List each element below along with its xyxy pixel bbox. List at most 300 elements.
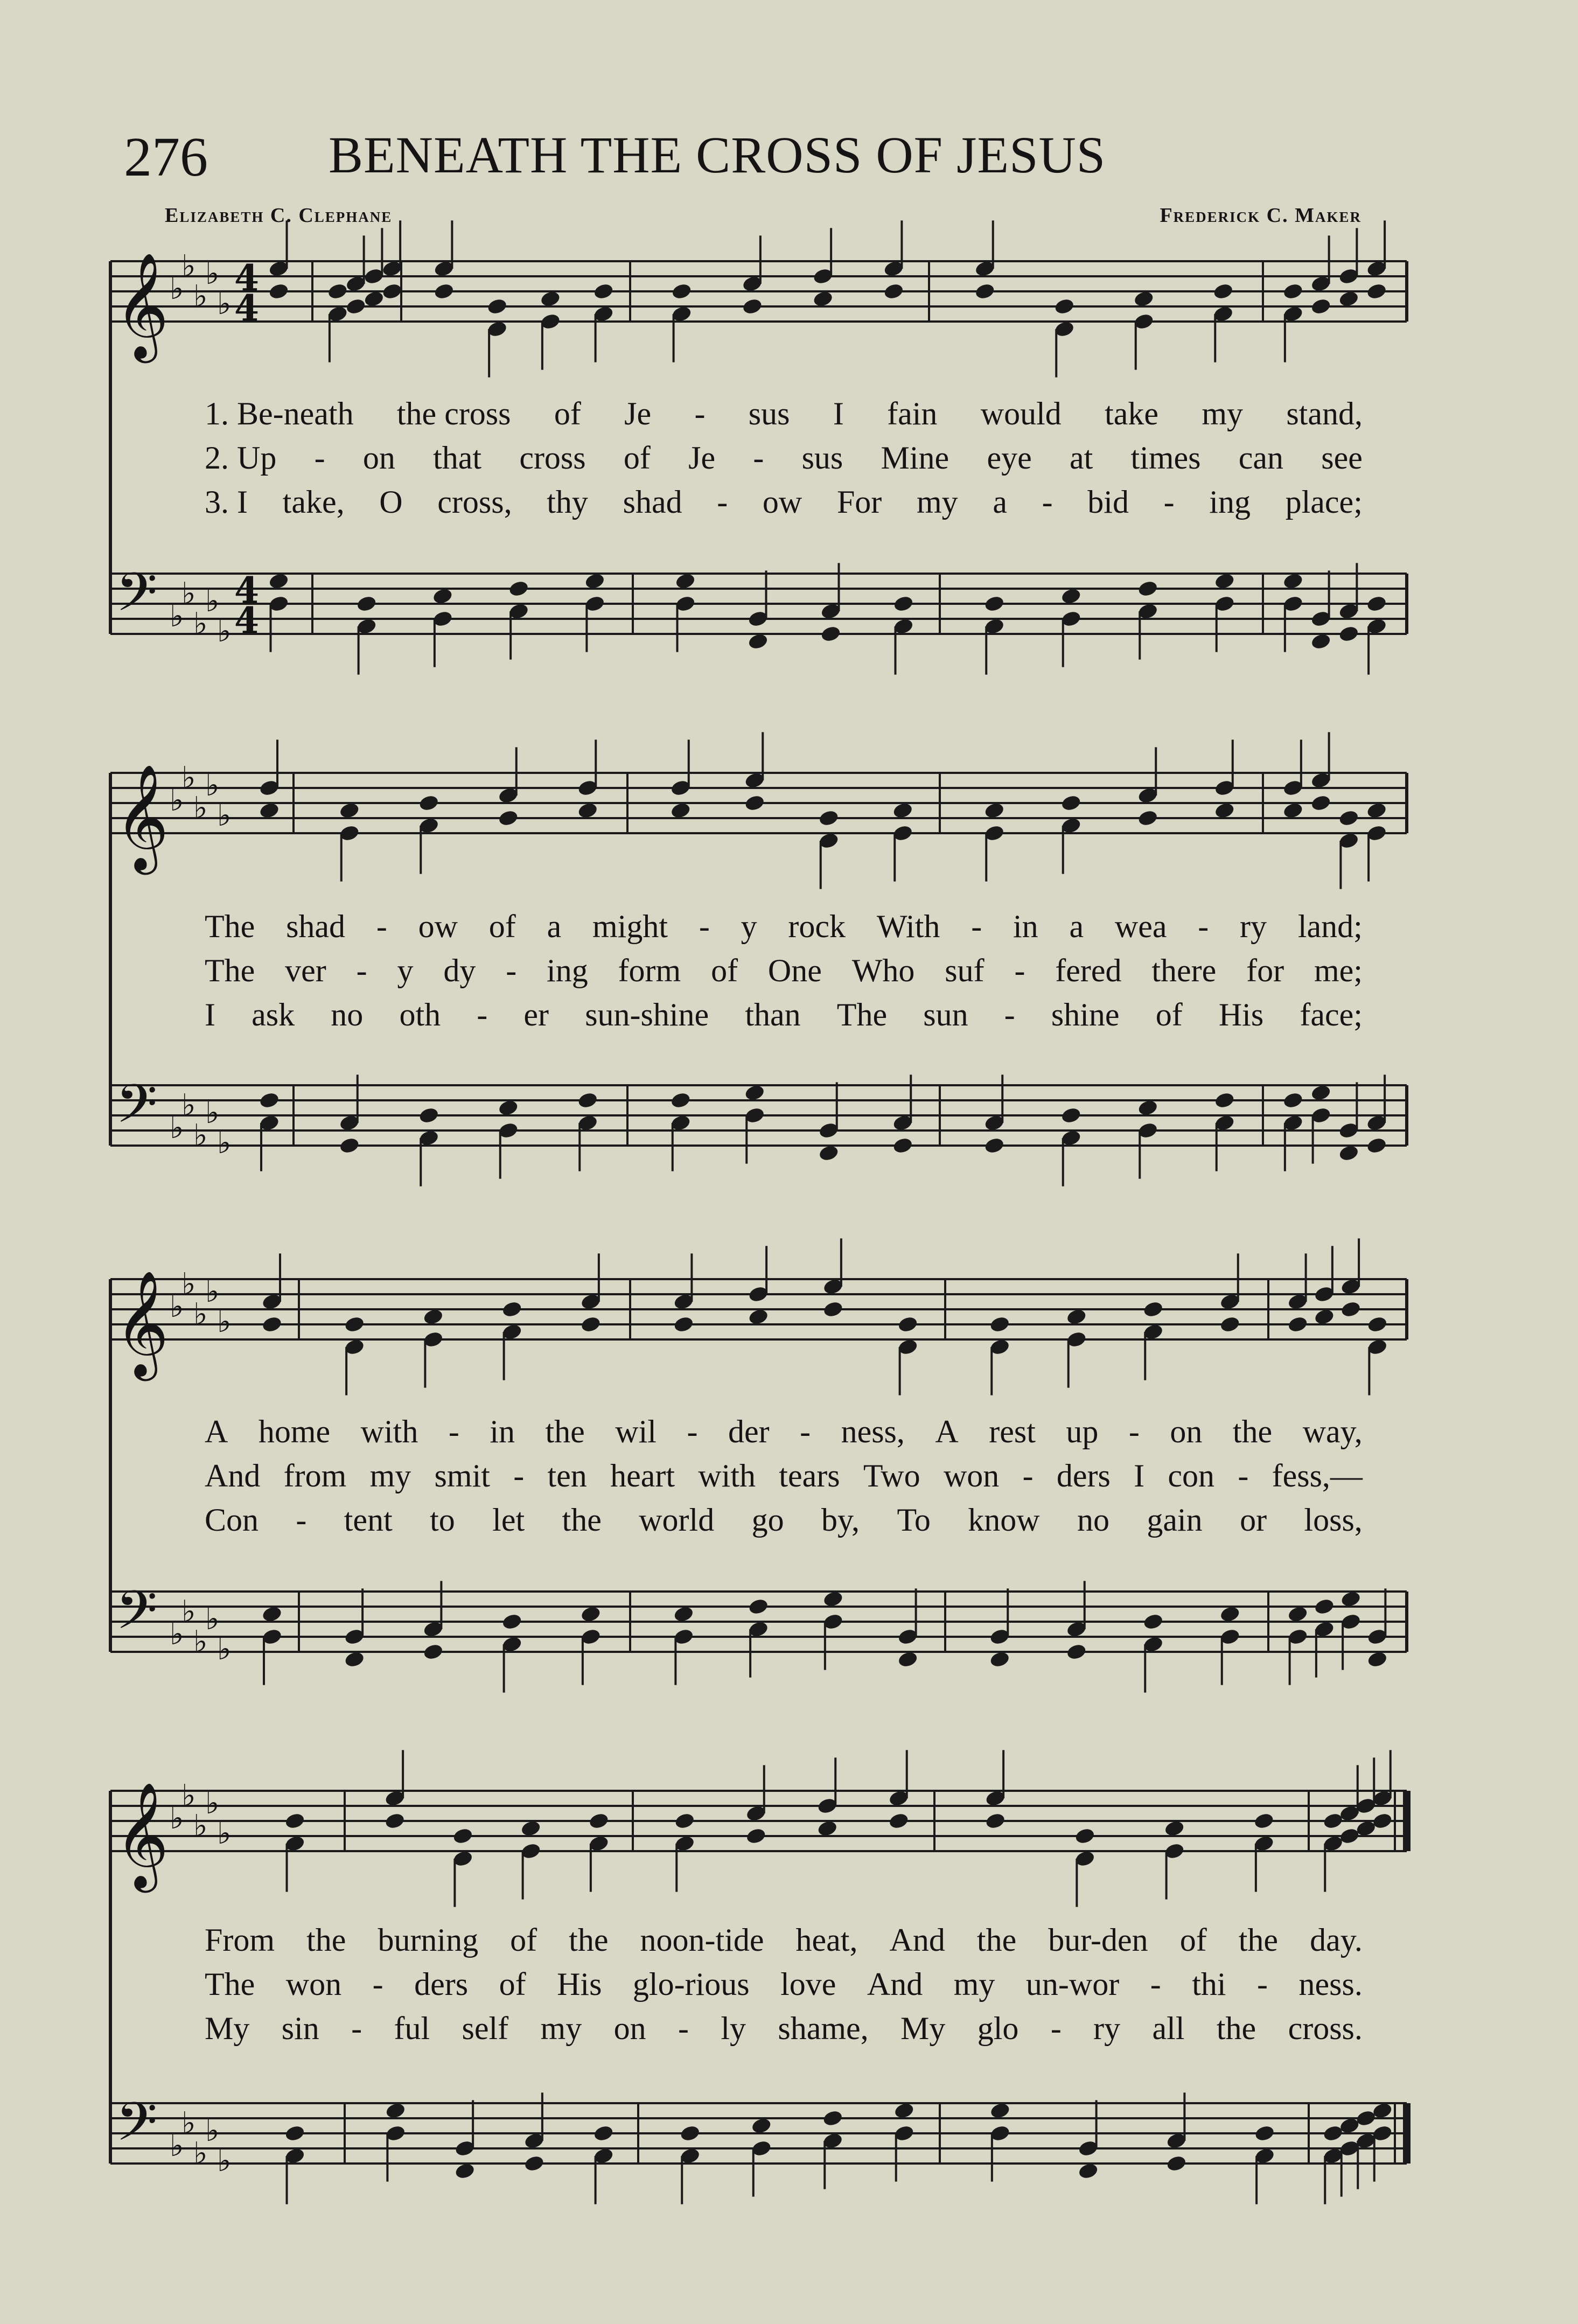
key-flat: ♭ xyxy=(170,2128,184,2164)
lyric-syllable: there xyxy=(1151,953,1217,988)
key-flat: ♭ xyxy=(217,1816,232,1851)
lyric-syllable: Who xyxy=(851,953,915,988)
lyric-syllable: ders xyxy=(414,1966,469,2002)
note-head xyxy=(1165,2154,1187,2173)
note-head xyxy=(284,1812,305,1830)
note-head xyxy=(812,290,834,308)
note-head xyxy=(327,282,348,301)
lyric-syllable: bid xyxy=(1087,484,1129,520)
note-head xyxy=(520,1819,542,1838)
key-flat: ♭ xyxy=(170,271,184,306)
note-head xyxy=(1053,297,1075,316)
lyric-syllable: ry xyxy=(1240,909,1267,944)
hymn-title: BENEATH THE CROSS OF JESUS xyxy=(329,126,1106,184)
key-flat: ♭ xyxy=(205,768,220,803)
lyric-syllable: - xyxy=(678,2011,689,2046)
lyric-syllable: - xyxy=(694,396,706,431)
lyric-syllable: up xyxy=(1066,1414,1099,1449)
note-head xyxy=(1060,1106,1082,1125)
lyric-syllable: cross. xyxy=(1288,2011,1363,2046)
lyric-syllable: From xyxy=(205,1922,275,1958)
note-head xyxy=(748,1597,769,1616)
lyric-syllable: in xyxy=(1013,909,1038,944)
lyric-syllable: heat, xyxy=(795,1922,858,1958)
note-head xyxy=(1164,1819,1185,1838)
note-head xyxy=(670,801,692,820)
lyric-syllable: 3. I xyxy=(205,484,248,520)
key-flat: ♭ xyxy=(181,1594,196,1629)
lyric-syllable: shame, xyxy=(778,2011,869,2046)
lyric-syllable: - xyxy=(1128,1414,1140,1449)
lyric-syllable: noon-tide xyxy=(640,1922,764,1958)
note-head xyxy=(593,282,615,301)
note-head xyxy=(261,1605,283,1623)
lyric-syllable: To xyxy=(897,1502,931,1538)
note-head xyxy=(345,297,367,316)
lyric-syllable: of xyxy=(1179,1922,1207,1958)
note-head xyxy=(674,572,696,590)
key-flat: ♭ xyxy=(181,249,196,284)
lyric-syllable: bur-den xyxy=(1048,1922,1148,1958)
note-head xyxy=(892,1136,913,1155)
key-flat: ♭ xyxy=(217,287,232,322)
note-head xyxy=(1287,1315,1309,1334)
lyric-syllable: heart xyxy=(610,1458,675,1493)
lyric-syllable: - xyxy=(506,953,517,988)
note-head xyxy=(1366,282,1387,301)
lyric-syllable: - xyxy=(1150,1966,1161,2002)
key-flat: ♭ xyxy=(205,584,220,619)
lyric-syllable: glo-rious xyxy=(632,1966,750,2002)
lyric-line xyxy=(205,1968,1363,2000)
note-head xyxy=(1338,1144,1359,1162)
note-head xyxy=(432,587,453,605)
lyric-syllable: burning xyxy=(378,1922,479,1958)
lyric-syllable: - xyxy=(448,1414,459,1449)
key-flat: ♭ xyxy=(217,1126,232,1161)
note-head xyxy=(1219,1315,1241,1334)
lyric-syllable: for xyxy=(1246,953,1284,988)
note-head xyxy=(422,1308,444,1326)
note-head xyxy=(983,595,1005,613)
note-head xyxy=(508,580,529,598)
note-head xyxy=(1310,794,1332,812)
lyric-line xyxy=(205,1460,1363,1492)
key-flat: ♭ xyxy=(217,1304,232,1339)
lyric-syllable: the xyxy=(569,1922,609,1958)
lyric-syllable: ful xyxy=(394,2011,430,2046)
lyric-syllable: of xyxy=(499,1966,526,2002)
lyric-line xyxy=(205,999,1363,1031)
lyric-syllable: - xyxy=(1198,909,1209,944)
lyric-syllable: by, xyxy=(821,1502,860,1538)
note-head xyxy=(1314,1308,1335,1326)
note-head xyxy=(742,297,763,316)
lyric-syllable: oth xyxy=(399,997,441,1032)
key-flat: ♭ xyxy=(193,1118,208,1153)
key-flat: ♭ xyxy=(205,1274,220,1309)
key-flat: ♭ xyxy=(170,783,184,818)
lyric-line xyxy=(205,442,1363,474)
note-head xyxy=(1310,297,1332,316)
note-head xyxy=(892,595,914,613)
lyric-syllable: shad xyxy=(623,484,682,520)
bass-clef: 𝄢 xyxy=(116,2091,158,2166)
lyric-syllable: fered xyxy=(1055,953,1122,988)
note-head xyxy=(356,595,378,613)
lyric-syllable: sus xyxy=(801,440,843,476)
note-head xyxy=(580,1605,602,1623)
key-flat: ♭ xyxy=(217,798,232,833)
note-head xyxy=(745,1827,767,1845)
lyric-syllable: dy xyxy=(443,953,476,988)
lyric-syllable: - xyxy=(687,1414,698,1449)
lyric-syllable: with xyxy=(360,1414,418,1449)
note-head xyxy=(1340,1300,1361,1318)
lyric-line xyxy=(205,954,1363,987)
note-head xyxy=(1366,1136,1387,1155)
note-head xyxy=(744,794,765,812)
lyric-line xyxy=(205,1504,1363,1536)
lyric-syllable: no xyxy=(1077,1502,1109,1538)
lyric-syllable: of xyxy=(711,953,738,988)
note-head xyxy=(1338,290,1359,308)
lyric-syllable: that xyxy=(433,440,482,476)
note-head xyxy=(344,1315,365,1334)
treble-clef: 𝄞 xyxy=(115,252,169,359)
lyric-syllable: y xyxy=(741,909,757,944)
note-head xyxy=(1310,1084,1332,1102)
key-flat: ♭ xyxy=(205,1786,220,1821)
key-flat: ♭ xyxy=(193,1297,208,1332)
lyric-syllable: times xyxy=(1130,440,1201,476)
lyric-syllable: - xyxy=(351,2011,362,2046)
note-head xyxy=(259,1091,280,1109)
note-head xyxy=(670,1091,692,1109)
time-signature-bottom: 4 xyxy=(234,599,259,641)
lyric-syllable: no xyxy=(331,997,364,1032)
lyric-syllable: gain xyxy=(1147,1502,1203,1538)
key-flat: ♭ xyxy=(193,1809,208,1844)
note-head xyxy=(822,1590,844,1608)
note-head xyxy=(1282,1091,1304,1109)
lyric-syllable: - xyxy=(477,997,488,1032)
key-flat: ♭ xyxy=(217,1632,232,1667)
note-head xyxy=(1214,572,1235,590)
lyric-syllable: - xyxy=(1042,484,1053,520)
lyric-syllable: - xyxy=(1014,953,1025,988)
author-credit: Elizabeth C. Clephane xyxy=(165,204,393,227)
lyric-syllable: - xyxy=(971,909,982,944)
lyric-syllable: My xyxy=(900,2011,946,2046)
lyric-syllable: ver xyxy=(285,953,326,988)
lyric-syllable: smit xyxy=(434,1458,490,1493)
lyric-syllable: the xyxy=(1232,1414,1273,1449)
note-head xyxy=(820,625,841,643)
key-flat: ♭ xyxy=(205,256,220,291)
note-head xyxy=(1282,572,1304,590)
lyric-syllable: And xyxy=(205,1458,261,1493)
lyric-syllable: a xyxy=(547,909,562,944)
note-head xyxy=(454,2162,476,2180)
note-head xyxy=(261,1315,283,1334)
note-head xyxy=(1060,794,1082,812)
time-signature-bottom: 4 xyxy=(234,287,259,329)
key-flat: ♭ xyxy=(170,599,184,634)
lyric-syllable: of xyxy=(488,909,516,944)
lyric-syllable: way, xyxy=(1302,1414,1363,1449)
lyric-syllable: or xyxy=(1240,1502,1267,1538)
lyric-syllable: And xyxy=(889,1922,945,1958)
lyric-syllable: - xyxy=(1022,1458,1034,1493)
note-head xyxy=(744,1084,765,1102)
lyric-syllable: Mine xyxy=(881,440,949,476)
lyric-syllable: my xyxy=(953,1966,995,2002)
lyric-syllable: fain xyxy=(887,396,938,431)
note-head xyxy=(888,1812,910,1830)
lyric-syllable: eye xyxy=(987,440,1032,476)
lyric-syllable: thi xyxy=(1192,1966,1226,2002)
lyric-line xyxy=(205,1415,1363,1448)
lyric-line xyxy=(205,1924,1363,1956)
note-head xyxy=(989,2102,1011,2120)
lyric-syllable: A xyxy=(935,1414,959,1449)
note-head xyxy=(1287,1605,1309,1623)
lyric-syllable: home xyxy=(258,1414,331,1449)
key-flat: ♭ xyxy=(181,1778,196,1813)
lyric-syllable: The xyxy=(205,909,255,944)
note-head xyxy=(822,1300,844,1318)
lyric-syllable: shine xyxy=(1051,997,1120,1032)
lyric-syllable: The xyxy=(205,1966,255,2002)
key-flat: ♭ xyxy=(170,1801,184,1836)
hymn-number: 276 xyxy=(124,126,208,188)
lyric-syllable: - xyxy=(699,909,710,944)
note-head xyxy=(679,2124,701,2142)
key-flat: ♭ xyxy=(170,1111,184,1146)
note-head xyxy=(1366,1650,1388,1669)
note-head xyxy=(422,1643,444,1661)
lyric-syllable: - xyxy=(1004,997,1015,1032)
note-head xyxy=(818,1144,840,1162)
lyric-syllable: of xyxy=(510,1922,537,1958)
key-flat: ♭ xyxy=(181,1267,196,1302)
lyric-syllable: self xyxy=(462,2011,509,2046)
note-head xyxy=(498,809,519,827)
lyric-syllable: all xyxy=(1152,2011,1185,2046)
lyric-syllable: His xyxy=(1218,997,1264,1032)
time-signature-top: 4 xyxy=(234,569,259,611)
note-head xyxy=(673,1605,694,1623)
note-head xyxy=(385,2102,406,2120)
lyric-syllable: a xyxy=(993,484,1007,520)
lyric-syllable: take, xyxy=(282,484,345,520)
note-head xyxy=(593,2124,615,2142)
lyric-syllable: thy xyxy=(547,484,588,520)
lyric-syllable: see xyxy=(1321,440,1363,476)
lyric-syllable: ow xyxy=(418,909,458,944)
note-head xyxy=(1060,587,1082,605)
note-head xyxy=(983,1136,1005,1155)
note-head xyxy=(381,282,403,301)
note-head xyxy=(577,801,598,820)
lyric-syllable: stand, xyxy=(1286,396,1363,431)
note-head xyxy=(1366,1315,1388,1334)
note-head xyxy=(818,809,840,827)
note-head xyxy=(673,1315,694,1334)
note-head xyxy=(1310,632,1332,651)
bass-clef: 𝄢 xyxy=(116,1073,158,1148)
note-head xyxy=(989,1650,1010,1669)
note-head xyxy=(577,1091,598,1109)
lyric-syllable: Je xyxy=(624,396,652,431)
lyric-syllable: with xyxy=(698,1458,756,1493)
key-flat: ♭ xyxy=(181,2106,196,2141)
note-head xyxy=(1338,809,1359,827)
note-head xyxy=(1066,1308,1087,1326)
lyric-syllable: of xyxy=(623,440,651,476)
lyric-syllable: my xyxy=(1202,396,1243,431)
note-head xyxy=(1214,1091,1235,1109)
lyric-syllable: ing xyxy=(547,953,588,988)
lyric-syllable: rock xyxy=(788,909,846,944)
note-head xyxy=(284,2124,305,2142)
lyric-syllable: - xyxy=(513,1458,525,1493)
lyric-syllable: - xyxy=(314,440,325,476)
key-flat: ♭ xyxy=(193,1624,208,1659)
note-head xyxy=(1137,580,1158,598)
note-head xyxy=(1366,801,1387,820)
key-flat: ♭ xyxy=(205,1095,220,1130)
note-head xyxy=(1282,801,1304,820)
lyric-syllable: on xyxy=(1170,1414,1203,1449)
note-head xyxy=(1142,1613,1164,1631)
lyric-syllable: the xyxy=(545,1414,585,1449)
note-head xyxy=(1066,1643,1087,1661)
note-head xyxy=(1314,1597,1335,1616)
lyric-syllable: of xyxy=(1155,997,1183,1032)
note-head xyxy=(1212,282,1234,301)
note-head xyxy=(1253,1812,1275,1830)
lyric-syllable: ly xyxy=(721,2011,746,2046)
lyric-line xyxy=(205,486,1363,518)
note-head xyxy=(897,1650,919,1669)
note-head xyxy=(1219,1605,1241,1623)
note-head xyxy=(384,1812,406,1830)
note-head xyxy=(816,1819,838,1838)
bass-clef: 𝄢 xyxy=(116,1580,158,1655)
lyric-syllable: er xyxy=(523,997,549,1032)
lyric-syllable: I xyxy=(205,997,215,1032)
lyric-syllable: - xyxy=(1163,484,1175,520)
treble-clef: 𝄞 xyxy=(115,1782,169,1888)
lyric-syllable: love xyxy=(780,1966,836,2002)
lyric-syllable: Con xyxy=(205,1502,259,1538)
lyric-syllable: - xyxy=(372,1966,383,2002)
lyric-syllable: ing xyxy=(1209,484,1251,520)
lyric-syllable: day. xyxy=(1310,1922,1363,1958)
note-head xyxy=(883,282,904,301)
lyric-syllable: glo xyxy=(977,2011,1019,2046)
lyric-syllable: ders xyxy=(1056,1458,1111,1493)
lyric-syllable: - xyxy=(1257,1966,1268,2002)
lyric-syllable: sus xyxy=(748,396,790,431)
note-head xyxy=(339,801,360,820)
key-flat: ♭ xyxy=(181,576,196,611)
lyric-syllable: go xyxy=(751,1502,784,1538)
note-head xyxy=(984,1812,1006,1830)
lyric-syllable: One xyxy=(767,953,822,988)
lyric-syllable: For xyxy=(836,484,882,520)
lyric-syllable: - xyxy=(753,440,764,476)
lyric-syllable: take xyxy=(1105,396,1158,431)
note-head xyxy=(671,282,693,301)
key-flat: ♭ xyxy=(170,1289,184,1324)
note-head xyxy=(989,1315,1010,1334)
note-head xyxy=(339,1136,360,1155)
lyric-syllable: loss, xyxy=(1304,1502,1363,1538)
lyric-syllable: 2. Up xyxy=(205,440,277,476)
lyric-syllable: fess,— xyxy=(1272,1458,1363,1493)
lyric-syllable: sun xyxy=(923,997,968,1032)
lyric-syllable: sun-shine xyxy=(585,997,709,1032)
lyric-syllable: ow xyxy=(762,484,802,520)
lyric-syllable: face; xyxy=(1300,997,1363,1032)
note-head xyxy=(1338,625,1359,643)
note-head xyxy=(268,572,289,590)
lyric-syllable: With xyxy=(876,909,940,944)
note-head xyxy=(892,801,913,820)
note-head xyxy=(1137,809,1158,827)
key-flat: ♭ xyxy=(205,1602,220,1637)
lyric-syllable: der xyxy=(728,1414,770,1449)
treble-clef: 𝄞 xyxy=(115,764,169,870)
lyric-syllable: might xyxy=(592,909,668,944)
lyric-line xyxy=(205,2012,1363,2044)
note-head xyxy=(1074,1827,1095,1845)
note-head xyxy=(452,1827,473,1845)
note-head xyxy=(1366,595,1387,613)
lyric-syllable: wil xyxy=(615,1414,657,1449)
lyric-syllable: 1. Be-neath xyxy=(205,396,354,431)
note-head xyxy=(747,632,769,651)
lyric-syllable: on xyxy=(613,2011,646,2046)
lyric-syllable: shad xyxy=(286,909,346,944)
key-flat: ♭ xyxy=(193,279,208,314)
key-flat: ♭ xyxy=(193,2136,208,2171)
note-head xyxy=(433,282,455,301)
lyric-syllable: form xyxy=(618,953,681,988)
lyric-syllable: of xyxy=(554,396,581,431)
lyric-syllable: let xyxy=(492,1502,525,1538)
lyric-syllable: the xyxy=(1238,1922,1279,1958)
lyric-syllable: at xyxy=(1069,440,1093,476)
key-flat: ♭ xyxy=(217,614,232,649)
lyric-syllable: a xyxy=(1069,909,1084,944)
lyric-syllable: to xyxy=(430,1502,455,1538)
note-head xyxy=(1340,1590,1361,1608)
lyric-syllable: ry xyxy=(1093,2011,1121,2046)
lyric-syllable: can xyxy=(1238,440,1284,476)
lyric-syllable: the xyxy=(562,1502,602,1538)
lyric-syllable: His xyxy=(557,1966,602,2002)
note-head xyxy=(1214,801,1235,820)
note-head xyxy=(822,2109,843,2127)
lyric-syllable: ness, xyxy=(841,1414,905,1449)
note-head xyxy=(363,290,385,308)
lyric-syllable: than xyxy=(745,997,801,1032)
lyric-syllable: tears xyxy=(779,1458,840,1493)
